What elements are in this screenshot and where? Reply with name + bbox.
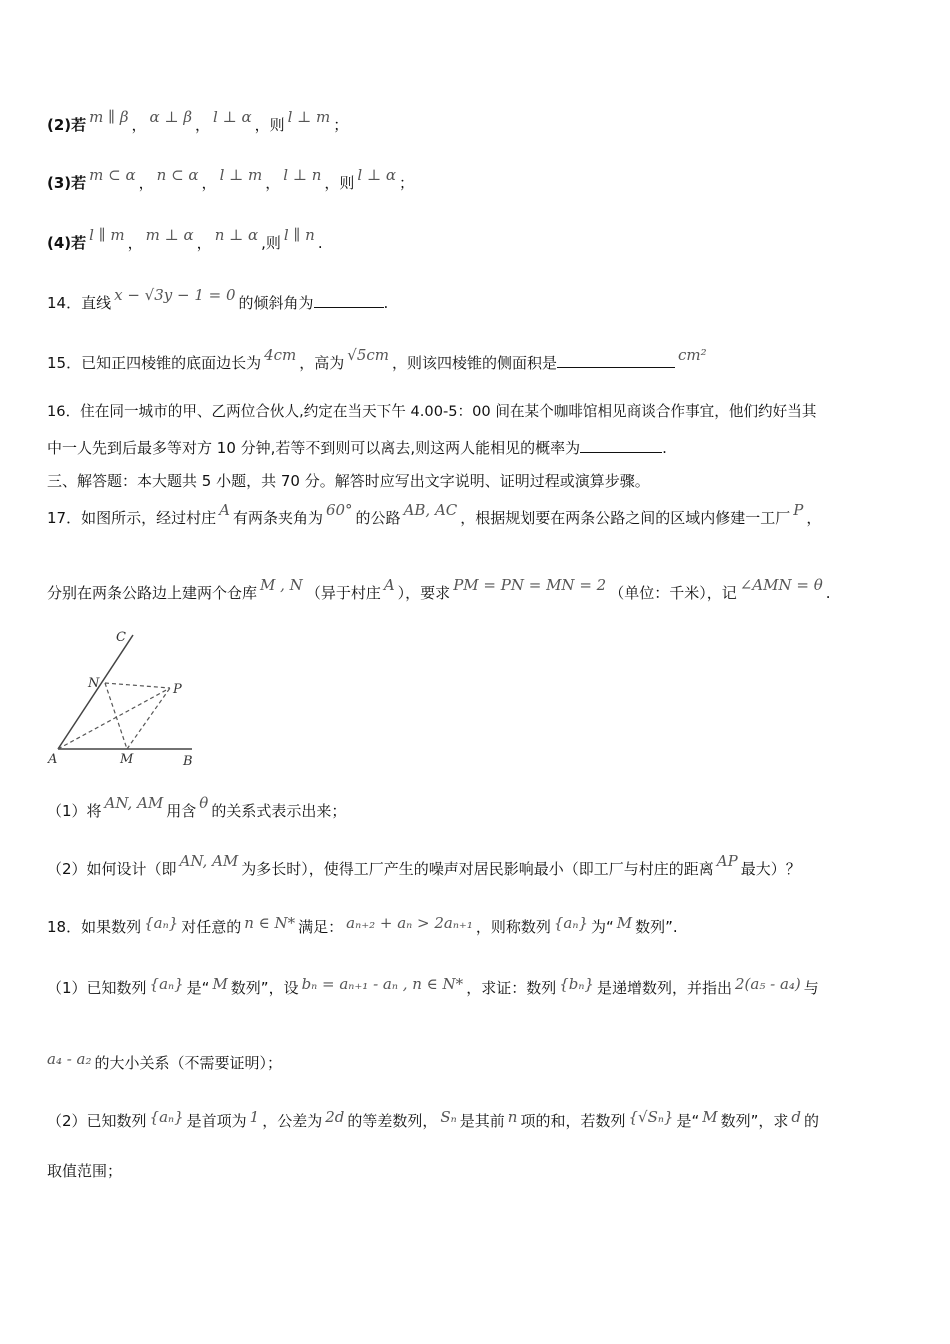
label-m: M	[120, 752, 134, 767]
label-n: N	[88, 676, 100, 691]
segment-np	[105, 683, 170, 688]
geometry-figure	[40, 625, 210, 770]
question-16-line1: 16．住在同一城市的甲、乙两位合伙人,约定在当天下午 4.00-5：00 间在某个咖啡馆相见商谈合作事宜，他们约好当其	[47, 403, 817, 420]
q13-part2: (2)若 m ∥ β ， α ⊥ β ， l ⊥ α ，则 l ⊥ m ；	[47, 108, 349, 134]
answer-blank	[557, 352, 675, 368]
answer-blank	[314, 292, 384, 308]
question-17-sub1: （1）将 AN, AM 用含 θ 的关系式表示出来；	[47, 794, 347, 820]
label-b: B	[183, 754, 193, 769]
question-17-line1: 17．如图所示，经过村庄 A 有两条夹角为 60° 的公路 AB, AC ，根据规划要在两条公路之间的区域内修建一工厂 P ，	[47, 501, 822, 527]
q13-part4: (4)若 l ∥ m ， m ⊥ α ， n ⊥ α ,则 l ∥ n .	[47, 226, 323, 252]
question-18-sub2-line1: （2）已知数列 {aₙ} 是首项为 1 ，公差为 2d 的等差数列， Sₙ 是其前 n 项的和，若数列 {√Sₙ} 是“ M 数列”，求 d 的	[47, 1108, 820, 1130]
q13-part3: (3)若 m ⊂ α ， n ⊂ α ， l ⊥ m ， l ⊥ n ，则 l ⊥ α ；	[47, 166, 414, 192]
question-16-line2: 中一人先到后最多等对方 10 分钟,若等不到则可以离去,则这两人能相见的概率为 .	[47, 439, 667, 457]
question-18-sub1-line2: a₄ - a₂ 的大小关系（不需要证明）；	[47, 1050, 283, 1072]
question-18-sub1-line1: （1）已知数列 {aₙ} 是“ M 数列”，设 bₙ = aₙ₊₁ - aₙ , n ∈ N* ，求证：数列 {bₙ} 是递增数列，并指出 2(a₅ - a₄) 与	[47, 975, 819, 997]
question-17-line2: 分别在两条公路边上建两个仓库 M , N （异于村庄 A ），要求 PM = PN = MN = 2 （单位：千米），记 ∠AMN = θ .	[47, 576, 831, 602]
question-14: 14．直线 x − √3y − 1 = 0 的倾斜角为 .	[47, 286, 389, 312]
segment-ap	[58, 688, 170, 749]
answer-blank	[580, 437, 662, 453]
question-17-sub2: （2）如何设计（即 AN, AM 为多长时），使得工厂产生的噪声对居民影响最小（即工厂与村庄的距离 AP 最大）？	[47, 852, 801, 878]
question-18: 18．如果数列 {aₙ} 对任意的 n ∈ N* 满足： aₙ₊₂ + aₙ > 2aₙ₊₁ ，则称数列 {aₙ} 为“ M 数列”.	[47, 914, 678, 936]
label-c: C	[116, 630, 126, 645]
section-heading: 三、解答题：本大题共 5 小题，共 70 分。解答时应写出文字说明、证明过程或演算步骤。	[47, 472, 650, 490]
label-a: A	[48, 752, 58, 767]
question-18-sub2-line2: 取值范围；	[47, 1162, 123, 1180]
question-15: 15．已知正四棱锥的底面边长为 4cm ，高为 √5cm ，则该四棱锥的侧面积是 cm²	[47, 346, 707, 372]
label-p: P	[173, 682, 182, 697]
segment-nm	[105, 683, 127, 749]
segment-mp	[127, 688, 170, 749]
